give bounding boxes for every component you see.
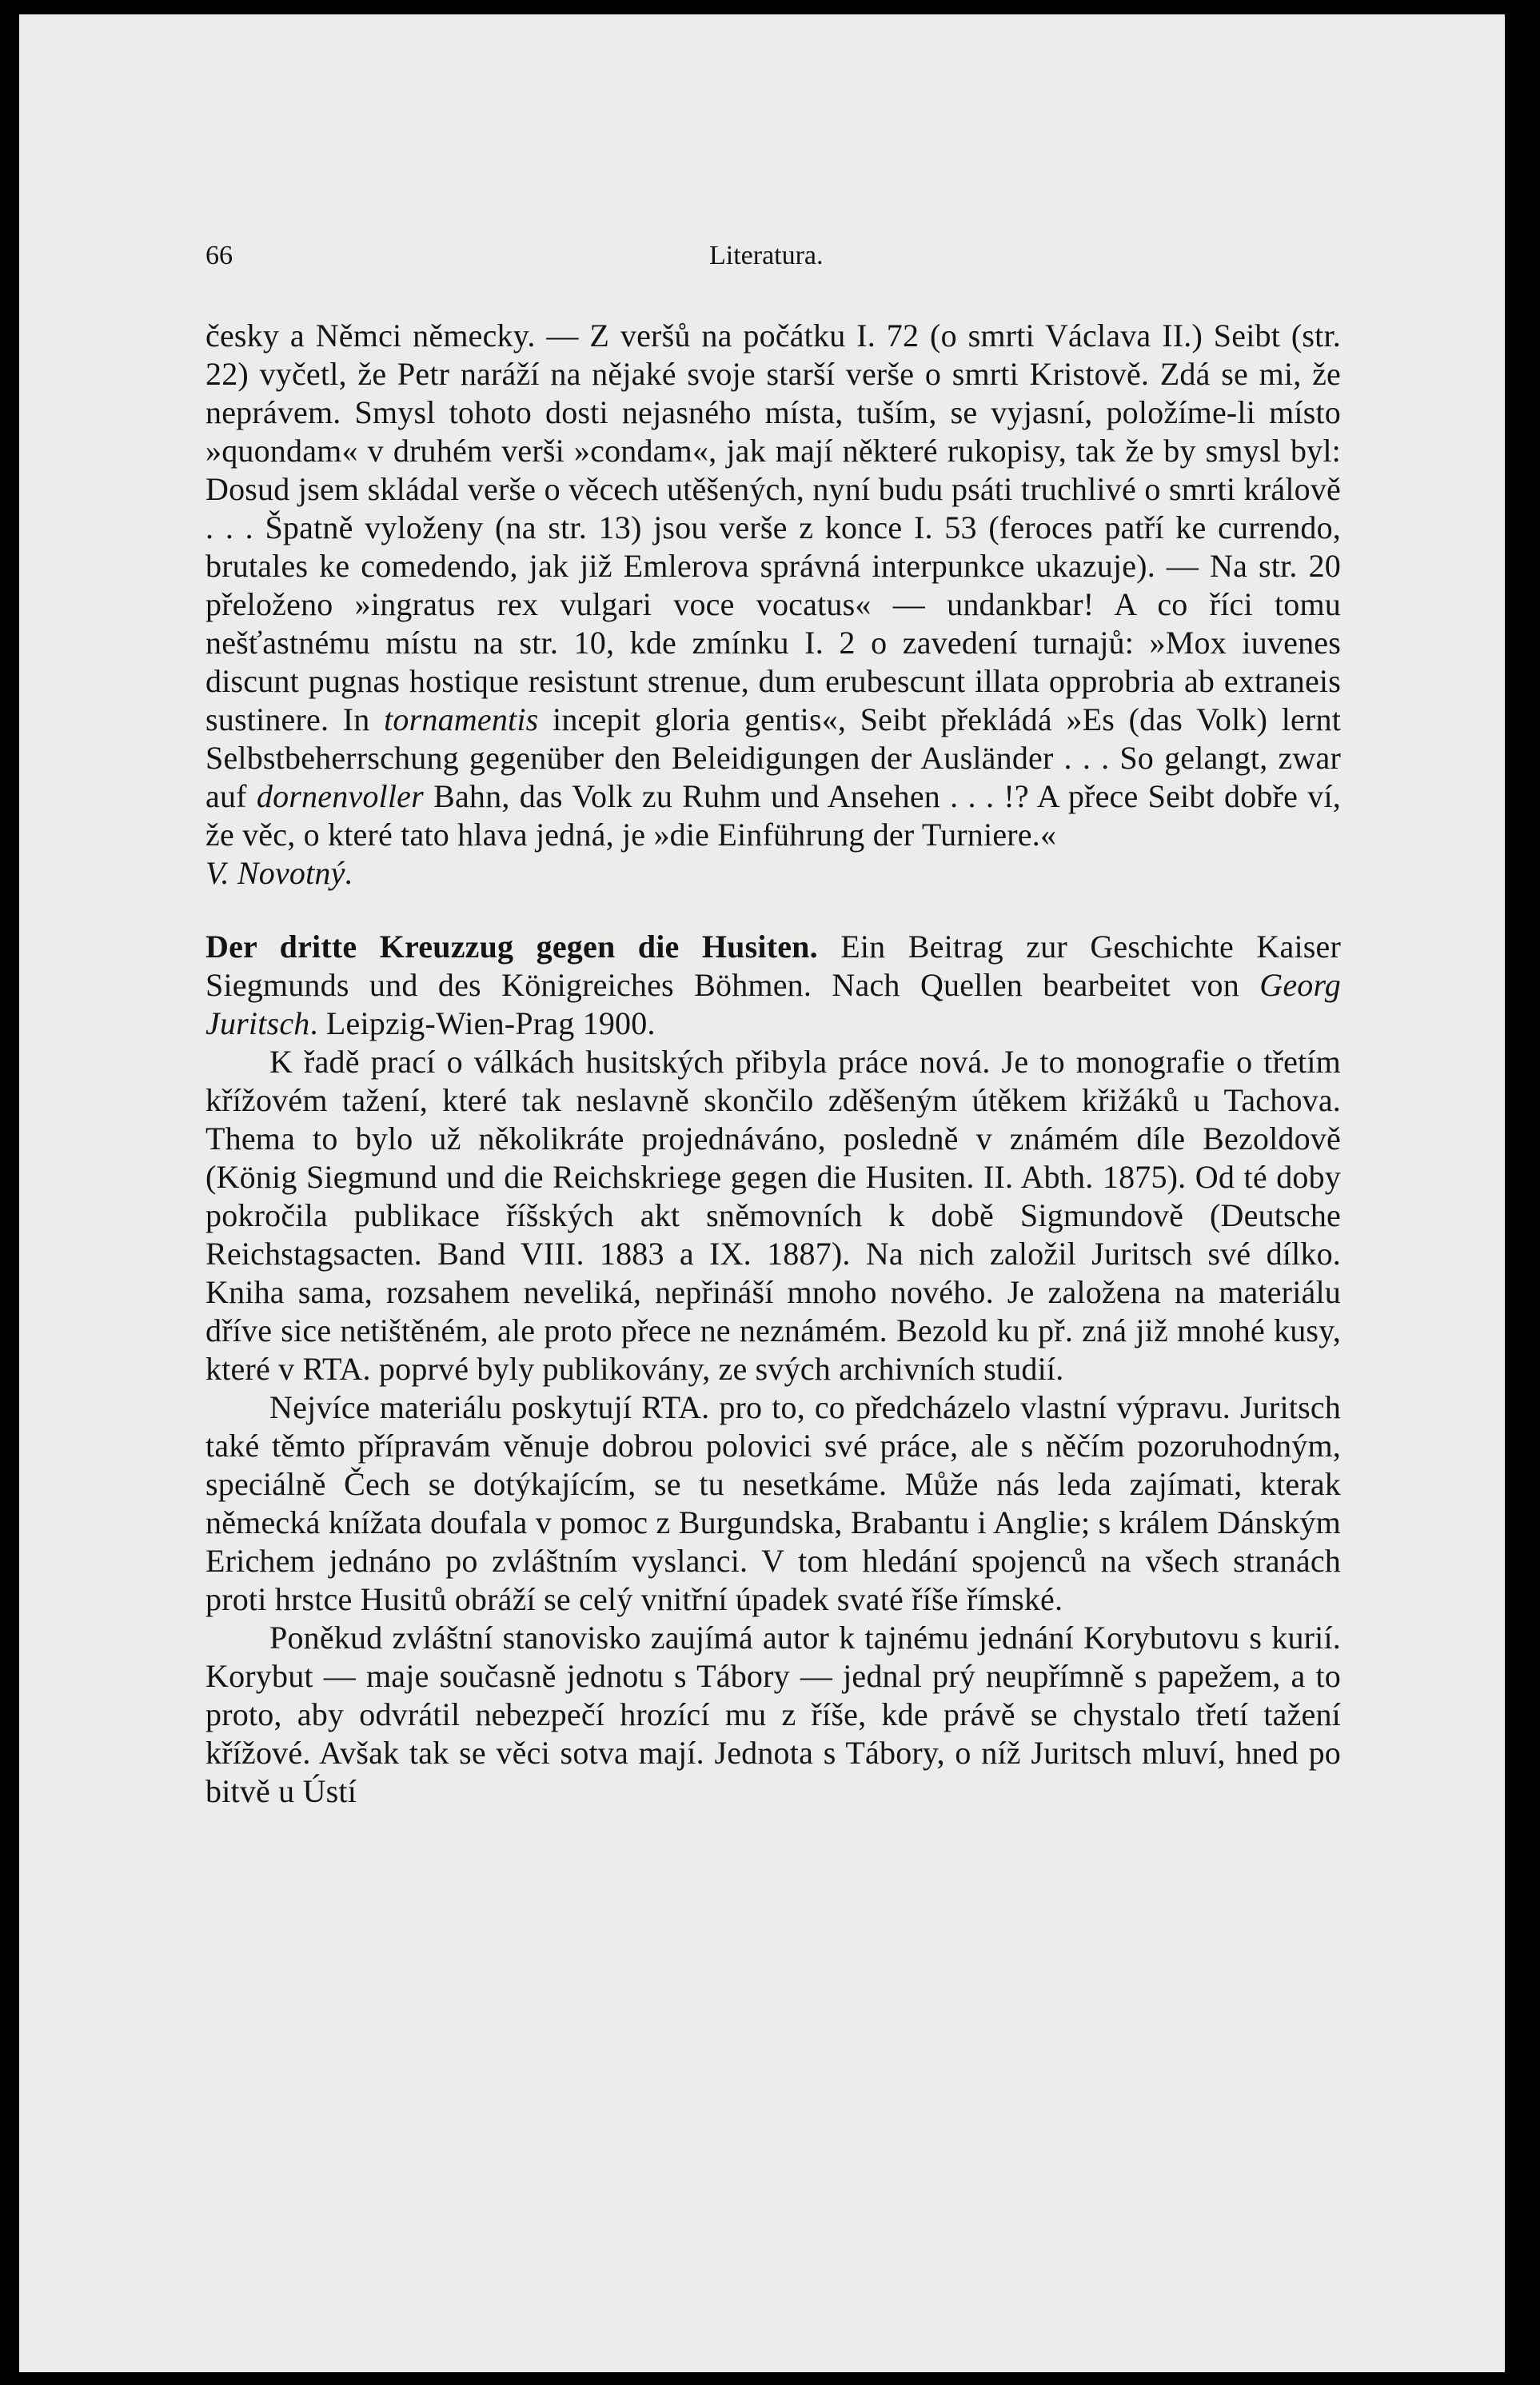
reviewer-signature: V. Novotný. — [205, 855, 353, 891]
book-publication: . Leipzig-Wien-Prag 1900. — [309, 1005, 656, 1041]
book-author: Georg Juritsch — [205, 967, 1341, 1041]
review-text-part-3: Bahn, das Volk zu Ruhm und Ansehen . . . !? A přece Seibt dobře ví, že věc, o které tato hlava jedná, je »die Einführung der Turniere.« — [205, 778, 1342, 853]
book-subtitle: Ein Beitrag zur Geschichte Kaiser Siegmunds und des Königreiches Böhmen. Nach Quellen bearbeitet von — [205, 929, 1341, 1003]
book-title: Der dritte Kreuzzug gegen die Husiten. — [205, 929, 818, 965]
tornamentis-term: tornamentis — [384, 701, 539, 737]
review-paragraph-2: Nejvíce materiálu poskytují RTA. pro to, co předcházelo vlastní výpravu. Juritsch také těmto přípravám věnuje dobrou polovici své práce, ale s něčím pozoruhodným, speciálně Čech se dotýkajícím, se tu nesetkáme. Může nás leda zajímati, kterak německá knížata doufala v pomoc z Burgundska, Brabantu i Anglie; s králem Dánským Erichem jednáno po zvláštním vyslanci. V tom hledání spojenců na všech stranách proti hrstce Husitů obráží se celý vnitřní úpadek svaté říše římské. — [205, 1389, 1341, 1617]
review-heading — [205, 928, 1341, 1043]
review-text-part-1: česky a Němci německy. — Z veršů na počátku I. 72 (o smrti Václava II.) Seibt (str. 22) vyčetl, že Petr naráží na nějaké svoje starší verše o smrti Kristově. Zdá se mi, že neprávem. Smysl tohoto dosti nejasného místa, tuším, se vyjasní, položíme-li místo »quondam« v druhém verši »condam«, jak mají některé rukopisy, tak že by smysl byl: Dosud jsem skládal verše o věcech utěšených, nyní budu psáti truchlivé o smrti králově . . . Špatně vyloženy (na str. 13) jsou verše z konce I. 53 (feroces patří ke currendo, brutales ke comedendo, jak již Emlerova správná interpunkce ukazuje). — Na str. 20 přeloženo »ingratus rex vulgari voce vocatus« — undankbar! A co říci tomu nešťastnému místu na str. 10, kde zmínku I. 2 o zavedení turnajů: »Mox iuvenes discunt pugnas hostique resistunt strenue, dum erubescunt illata opprobria ab extraneis sustinere. In — [205, 318, 1341, 737]
review-text-part-2: incepit gloria gentis«, Seibt překládá »Es (das Volk) lernt Selbstbeherrschung gegenüber den Beleidigungen der Ausländer . . . So gelangt, zwar auf — [205, 701, 1342, 814]
review-paragraph-3: Poněkud zvláštní stanovisko zaujímá autor k tajnému jednání Korybutovu s kurií. Korybut — maje současně jednotu s Tábory — jednal prý neupřímně s papežem, a to proto, aby odvrátil nebezpečí hrozící mu z říše, kde právě se chystalo třetí tažení křížové. Avšak tak se věci sotva mají. Jednota s Tábory, o níž Juritsch mluví, hned po bitvě u Ústí — [205, 1620, 1341, 1809]
book-page — [19, 14, 1505, 2372]
body-text — [205, 317, 1341, 1811]
review-continuation-paragraph — [205, 317, 1341, 854]
running-title: Literatura. — [709, 241, 824, 270]
page-header — [205, 241, 1341, 281]
review-paragraph-1: K řadě prací o válkách husitských přibyla práce nová. Je to monografie o třetím křížovém tažení, které tak neslavně skončilo zděšeným útěkem křižáků u Tachova. Thema to bylo už několikráte projednáváno, posledně v známém díle Bezoldově (König Siegmund und die Reichskriege gegen die Husiten. II. Abth. 1875). Od té doby pokročila publikace říšských akt sněmovních k době Sigmundově (Deutsche Reichstagsacten. Band VIII. 1883 a IX. 1887). Na nich založil Juritsch své dílko. Kniha sama, rozsahem neveliká, nepřináší mnoho nového. Je založena na materiálu dříve sice netištěném, ale proto přece ne neznámém. Bezold ku př. zná již mnohé kusy, které v RTA. poprvé byly publikovány, ze svých archivních studií. — [205, 1044, 1341, 1387]
dornenvoller-term: dornenvoller — [256, 778, 424, 814]
page-number: 66 — [205, 241, 233, 270]
